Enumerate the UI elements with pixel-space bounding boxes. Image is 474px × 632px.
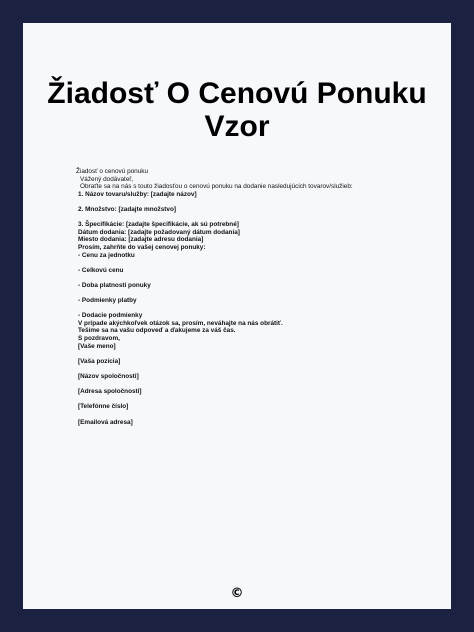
body-line-include-request: Prosím, zahrňte do vašej cenovej ponuky:	[78, 243, 206, 251]
body-line-quantity: 2. Množstvo: [zadajte množstvo]	[78, 205, 176, 213]
body-line-validity: - Doba platnosti ponuky	[78, 281, 151, 289]
body-line-your-position: [Vaša pozícia]	[78, 357, 121, 365]
body-line-total-price: - Celkovú cenu	[78, 266, 124, 274]
body-line-delivery-terms: - Dodacie podmienky	[78, 312, 143, 320]
body-line-phone: [Telefónne číslo]	[78, 403, 129, 411]
body-line-company-name: [Názov spoločnosti]	[78, 373, 139, 381]
title-line-1: Žiadosť O Cenovú Ponuku	[47, 77, 427, 110]
copyright-icon: ©	[230, 586, 244, 601]
body-line-regards: S pozdravom,	[78, 335, 120, 343]
body-line-company-address: [Adresa spoločnosti]	[78, 388, 142, 396]
body-line-heading: Žiadosť o cenovú ponuku	[76, 168, 149, 175]
document-title	[23, 77, 451, 143]
body-line-intro: Obraťte sa na nás s touto žiadosťou o cenovú ponuku na dodanie nasledujúcich tovarov/služieb:	[80, 183, 353, 191]
body-line-questions: V prípade akýchkoľvek otázok sa, prosím, neváhajte na nás obrátiť.	[78, 319, 283, 327]
body-line-item-name: 1. Názov tovaru/služby: [zadajte názov]	[78, 190, 197, 198]
body-line-salutation: Vážený dodávateľ,	[80, 175, 134, 183]
document-body	[76, 168, 436, 426]
body-line-delivery-date: Dátum dodania: [zadajte požadovaný dátum dodania]	[78, 228, 240, 236]
body-line-thanks: Tešíme sa na vašu odpoveď a ďakujeme za váš čas.	[78, 327, 236, 335]
title-line-2: Vzor	[204, 110, 270, 143]
body-line-your-name: [Vaše meno]	[78, 342, 116, 350]
body-line-payment-terms: - Podmienky platby	[78, 297, 137, 305]
body-line-delivery-place: Miesto dodania: [zadajte adresu dodania]	[78, 236, 204, 244]
body-line-unit-price: - Cenu za jednotku	[78, 251, 135, 259]
document-page	[23, 23, 451, 609]
body-line-specifications: 3. Špecifikácie: [zadajte špecifikácie, ak sú potrebné]	[78, 221, 239, 229]
body-line-email: [Emailová adresa]	[78, 418, 133, 426]
